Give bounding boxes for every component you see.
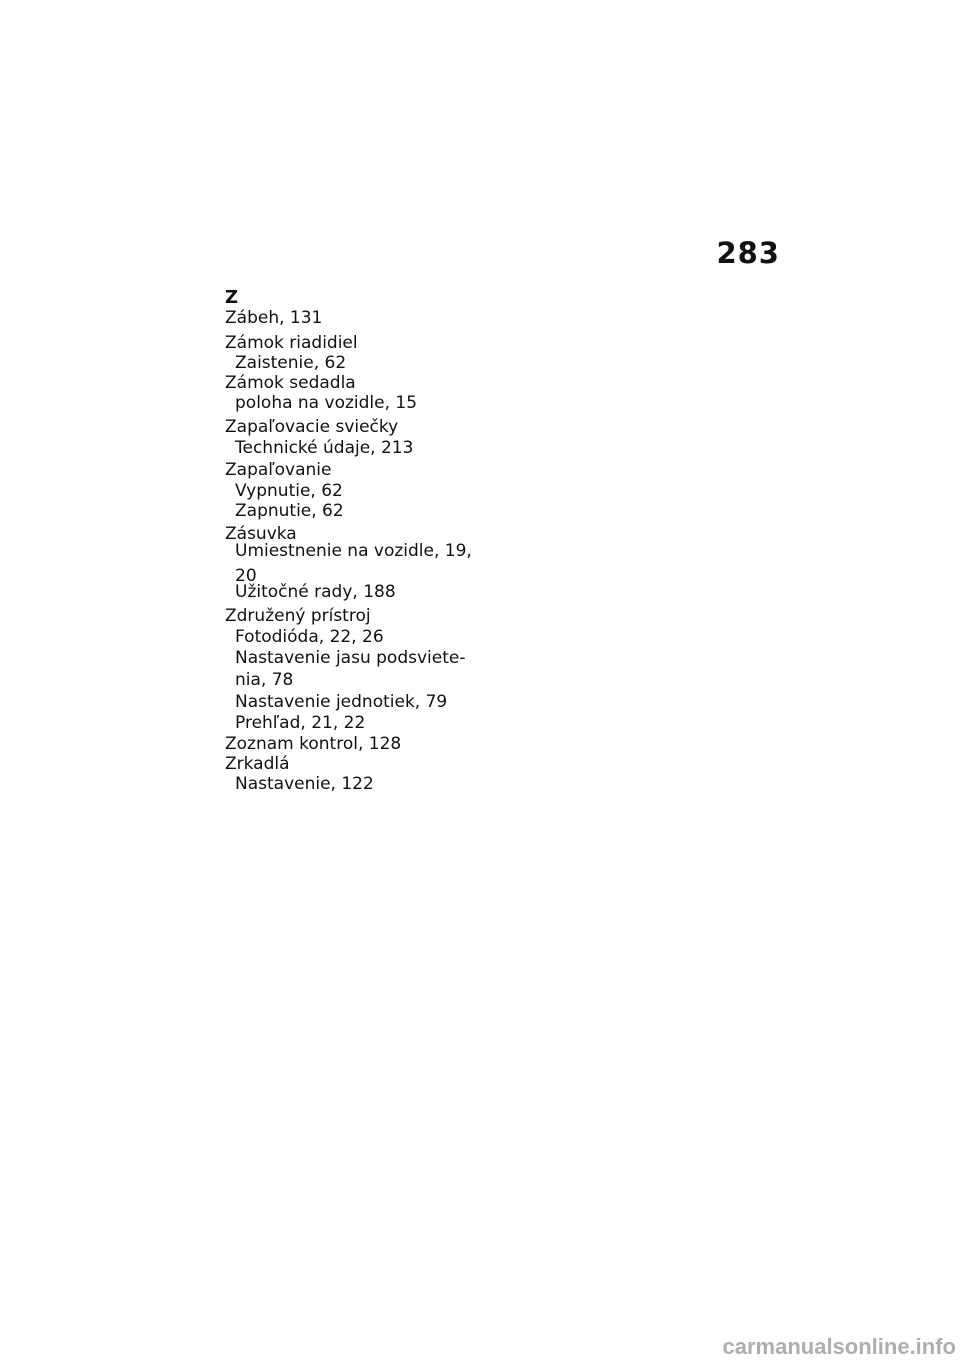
index-entry: Zásuvka bbox=[225, 524, 297, 544]
index-subentry: Technické údaje, 213 bbox=[235, 438, 414, 458]
index-column bbox=[225, 288, 485, 794]
index-subentry: Vypnutie, 62 bbox=[235, 481, 343, 501]
index-subentry-continuation: 20 bbox=[235, 566, 257, 586]
index-entry: Zábeh, 131 bbox=[225, 308, 323, 328]
index-subentry: Umiestnenie na vozidle, 19, bbox=[235, 541, 472, 561]
index-subentry: Zaistenie, 62 bbox=[235, 353, 347, 373]
index-entry: Zámok riadidiel bbox=[225, 333, 358, 353]
index-subentry: Užitočné rady, 188 bbox=[235, 582, 396, 602]
index-subentry: Fotodióda, 22, 26 bbox=[235, 627, 384, 647]
page-number: 283 bbox=[716, 236, 780, 270]
index-subentry: Nastavenie, 122 bbox=[235, 774, 374, 794]
index-entry: Zrkadlá bbox=[225, 754, 290, 774]
index-subentry: poloha na vozidle, 15 bbox=[235, 393, 418, 413]
index-subentry: Zapnutie, 62 bbox=[235, 501, 344, 521]
watermark-text: carmanualsonline.info bbox=[722, 1334, 956, 1359]
index-entry: Zoznam kontrol, 128 bbox=[225, 734, 402, 754]
index-entry: Združený prístroj bbox=[225, 606, 371, 626]
index-subentry-continuation: nia, 78 bbox=[235, 670, 294, 690]
index-subentry: Prehľad, 21, 22 bbox=[235, 713, 366, 733]
index-subentry: Nastavenie jasu podsviete- bbox=[235, 648, 466, 668]
index-letter-heading: Z bbox=[225, 287, 239, 308]
index-entry: Zapaľovacie sviečky bbox=[225, 417, 399, 437]
index-entry: Zámok sedadla bbox=[225, 373, 356, 393]
index-entry: Zapaľovanie bbox=[225, 460, 332, 480]
index-subentry: Nastavenie jednotiek, 79 bbox=[235, 692, 448, 712]
